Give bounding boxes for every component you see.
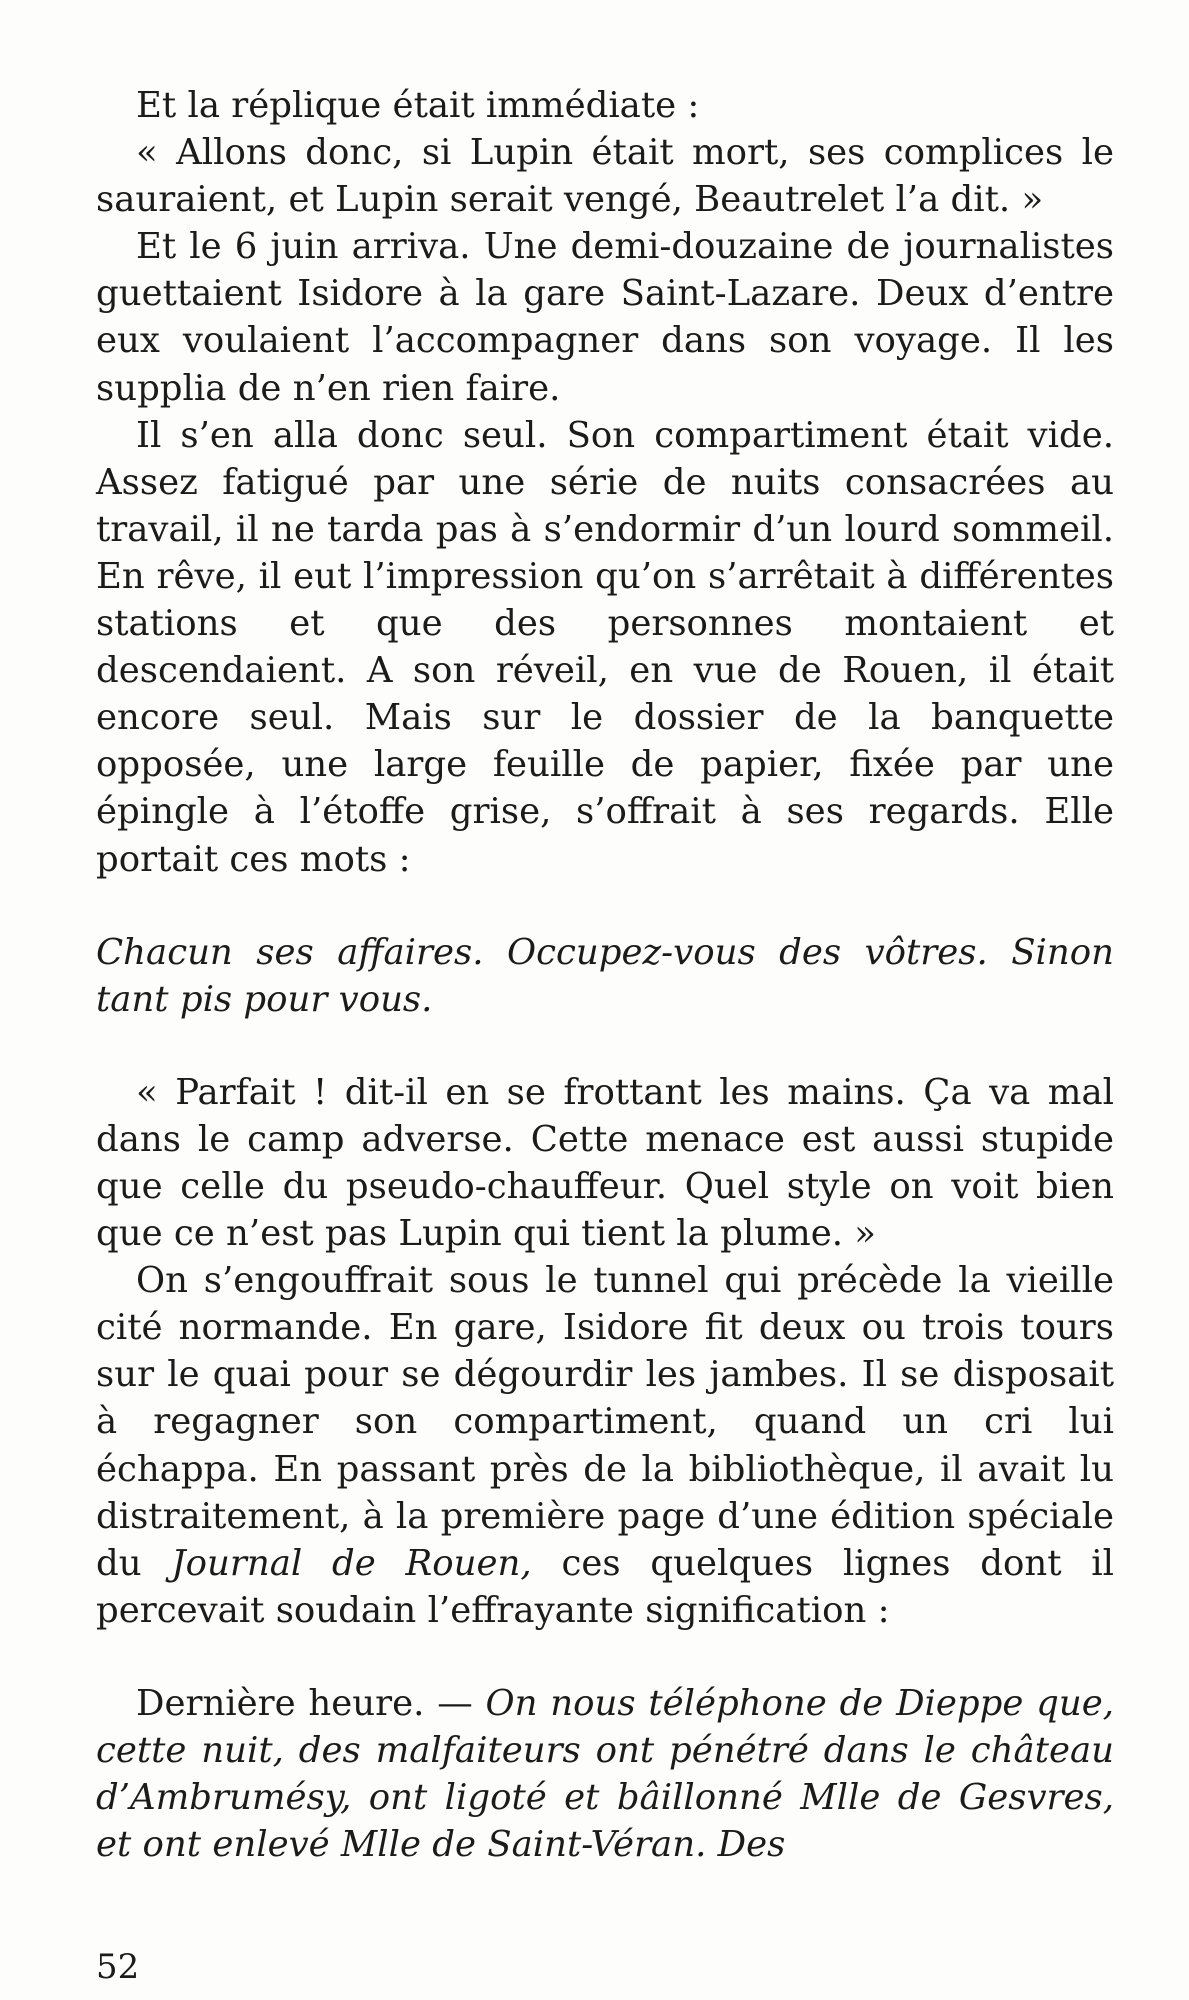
page-number: 52 [96, 1947, 140, 1987]
note-paper-message [96, 929, 1114, 1023]
body-text [96, 82, 1114, 1868]
paragraph-3: Et le 6 juin arriva. Une demi-douzaine de journalistes guettaient Isidore à la gare Saint-Lazare. Deux d’entre eux voulaient l’accompagner dans son voyage. Il les supplia de n’en rien faire. [96, 226, 1114, 409]
paragraph-4: Il s’en alla donc seul. Son compartiment était vide. Assez fatigué par une série de nuits consacrées au travail, il ne tarda pas à s’endormir d’un lourd sommeil. En rêve, il eut l’impression qu’on s’arrêtait à différentes stations et que des personnes montaient et descendaient. A son réveil, en vue de Rouen, il était encore seul. Mais sur le dossier de la banquette opposée, une large feuille de papier, fixée par une épingle à l’étoffe grise, s’offrait à ses regards. Elle portait ces mots : [96, 414, 1114, 880]
paragraph-7-text-a: On s’engouffrait sous le tunnel qui précède la vieille cité normande. En gare, Isidore fit deux ou trois tours sur le quai pour se dégourdir les jambes. Il se disposait à regagner son compartiment, quand un cri lui échappa. En passant près de la bibliothèque, il avait lu distraitement, à la première page d’une édition spéciale du [96, 1260, 1114, 1584]
paragraph-7-text-b: ces quelques lignes dont il percevait soudain l’effrayante signification : [96, 1542, 1114, 1631]
paragraph-6: « Parfait ! dit-il en se frottant les mains. Ça va mal dans le camp adverse. Cette menace est aussi stupide que celle du pseudo-chauffeur. Quel style on voit bien que ce n’est pas Lupin qui tient la plume. » [96, 1071, 1114, 1255]
paragraph-2: « Allons donc, si Lupin était mort, ses complices le sauraient, et Lupin serait vengé, Beautrelet l’a dit. » [96, 132, 1114, 221]
paragraph-1: Et la réplique était immédiate : [136, 85, 700, 126]
note-text: Chacun ses affaires. Occupez-vous des vôtres. Sinon tant pis pour vous. [96, 931, 1114, 1020]
newspaper-title: Journal de Rouen, [171, 1542, 532, 1584]
paragraph-7 [96, 1257, 1114, 1634]
excerpt-text: On nous téléphone de Dieppe que, cette nuit, des malfaiteurs ont pénétré dans le château d’Ambrumésy, ont ligoté et bâillonné Mlle de Gesvres, et ont enlevé Mlle de Saint-Véran. Des [96, 1682, 1115, 1866]
excerpt-label: Dernière heure. — [136, 1682, 486, 1724]
newspaper-excerpt [96, 1680, 1114, 1868]
